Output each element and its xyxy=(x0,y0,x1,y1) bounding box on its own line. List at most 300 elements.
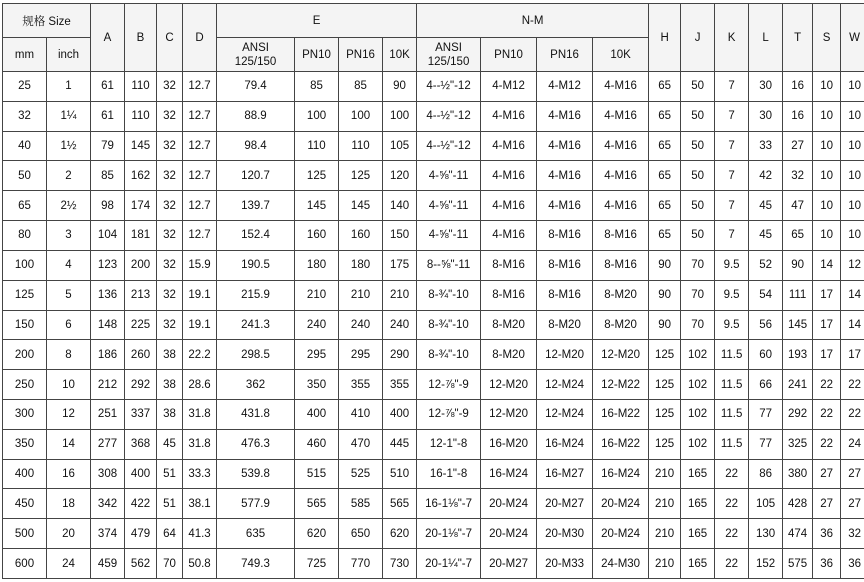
table-cell: 120.7 xyxy=(217,161,295,191)
table-cell: 240 xyxy=(383,310,417,340)
table-cell: 190.5 xyxy=(217,250,295,280)
table-cell: 215.9 xyxy=(217,280,295,310)
e-10k-header: 10K xyxy=(383,38,417,72)
table-cell: 4-M16 xyxy=(593,131,649,161)
table-cell: 4-M16 xyxy=(593,101,649,131)
table-cell: 2 xyxy=(47,161,91,191)
table-cell: 65 xyxy=(649,101,681,131)
table-cell: 20-M33 xyxy=(537,549,593,579)
table-cell: 90 xyxy=(649,250,681,280)
table-cell: 50 xyxy=(681,101,715,131)
table-cell: 400 xyxy=(295,399,339,429)
table-cell: 20-M27 xyxy=(537,489,593,519)
table-cell: 200 xyxy=(125,250,157,280)
table-cell: 4-M16 xyxy=(481,191,537,221)
col-e-header: E xyxy=(217,4,417,38)
table-cell: 100 xyxy=(3,250,47,280)
table-cell: 7 xyxy=(715,131,749,161)
table-row xyxy=(3,549,864,579)
table-cell: 30 xyxy=(749,72,783,102)
table-cell: 120 xyxy=(383,161,417,191)
table-cell: 65 xyxy=(3,191,47,221)
table-cell: 7 xyxy=(715,101,749,131)
table-cell: 4-M16 xyxy=(481,221,537,251)
table-cell: 20-M24 xyxy=(481,519,537,549)
table-cell: 308 xyxy=(91,459,125,489)
table-cell: 17 xyxy=(813,310,841,340)
table-cell: 32 xyxy=(157,280,183,310)
table-cell: 14 xyxy=(47,429,91,459)
table-cell: 102 xyxy=(681,340,715,370)
table-cell: 565 xyxy=(383,489,417,519)
table-cell: 12.7 xyxy=(183,72,217,102)
table-cell: 65 xyxy=(649,161,681,191)
table-cell: 22.2 xyxy=(183,340,217,370)
table-cell: 325 xyxy=(783,429,813,459)
table-cell: 8-M20 xyxy=(481,310,537,340)
table-cell: 620 xyxy=(295,519,339,549)
table-row xyxy=(3,459,864,489)
table-cell: 600 xyxy=(3,549,47,579)
table-cell: 27 xyxy=(813,459,841,489)
table-cell: 14 xyxy=(841,280,864,310)
table-cell: 28.6 xyxy=(183,370,217,400)
ansi-class-label: 125/150 xyxy=(427,55,470,68)
table-cell: 16-M24 xyxy=(593,459,649,489)
table-cell: 56 xyxy=(749,310,783,340)
table-cell: 9.5 xyxy=(715,280,749,310)
table-cell: 175 xyxy=(383,250,417,280)
table-cell: 8-M16 xyxy=(593,221,649,251)
table-cell: 479 xyxy=(125,519,157,549)
table-cell: 4-M12 xyxy=(481,72,537,102)
nm-pn10-header: PN10 xyxy=(481,38,537,72)
table-cell: 31.8 xyxy=(183,399,217,429)
nm-pn16-header: PN16 xyxy=(537,38,593,72)
table-cell: 125 xyxy=(649,429,681,459)
table-cell: 50 xyxy=(681,131,715,161)
table-cell: 136 xyxy=(91,280,125,310)
table-row xyxy=(3,489,864,519)
table-cell: 85 xyxy=(295,72,339,102)
table-cell: 36 xyxy=(841,549,864,579)
table-cell: 12-⅞"-9 xyxy=(417,370,481,400)
table-cell: 40 xyxy=(3,131,47,161)
table-cell: 400 xyxy=(125,459,157,489)
table-cell: 4--½"-12 xyxy=(417,72,481,102)
table-cell: 12 xyxy=(841,250,864,280)
table-cell: 32 xyxy=(3,101,47,131)
col-nm-header: N-M xyxy=(417,4,649,38)
table-cell: 10 xyxy=(841,101,864,131)
table-cell: 12.7 xyxy=(183,161,217,191)
table-cell: 152.4 xyxy=(217,221,295,251)
table-cell: 210 xyxy=(383,280,417,310)
table-cell: 4-⅝"-11 xyxy=(417,191,481,221)
table-cell: 24 xyxy=(841,429,864,459)
table-cell: 8-M16 xyxy=(593,250,649,280)
table-cell: 125 xyxy=(649,399,681,429)
table-cell: 27 xyxy=(783,131,813,161)
table-cell: 620 xyxy=(383,519,417,549)
table-cell: 77 xyxy=(749,429,783,459)
table-cell: 450 xyxy=(3,489,47,519)
table-cell: 10 xyxy=(47,370,91,400)
table-cell: 90 xyxy=(783,250,813,280)
table-cell: 79.4 xyxy=(217,72,295,102)
table-cell: 460 xyxy=(295,429,339,459)
table-cell: 100 xyxy=(339,101,383,131)
table-cell: 17 xyxy=(813,280,841,310)
table-cell: 12.7 xyxy=(183,221,217,251)
e-pn16-header: PN16 xyxy=(339,38,383,72)
table-cell: 8-¾"-10 xyxy=(417,310,481,340)
table-cell: 470 xyxy=(339,429,383,459)
table-cell: 212 xyxy=(91,370,125,400)
table-cell: 8-¾"-10 xyxy=(417,280,481,310)
table-cell: 10 xyxy=(841,191,864,221)
col-l-header: L xyxy=(749,4,783,72)
table-cell: 50 xyxy=(3,161,47,191)
table-cell: 52 xyxy=(749,250,783,280)
table-row xyxy=(3,191,864,221)
table-cell: 50 xyxy=(681,221,715,251)
table-row xyxy=(3,370,864,400)
table-cell: 725 xyxy=(295,549,339,579)
table-cell: 125 xyxy=(339,161,383,191)
table-cell: 4--½"-12 xyxy=(417,101,481,131)
table-cell: 6 xyxy=(47,310,91,340)
table-cell: 12-⅞"-9 xyxy=(417,399,481,429)
table-cell: 193 xyxy=(783,340,813,370)
table-cell: 17 xyxy=(841,340,864,370)
table-cell: 174 xyxy=(125,191,157,221)
table-cell: 241 xyxy=(783,370,813,400)
table-cell: 251 xyxy=(91,399,125,429)
table-cell: 4 xyxy=(47,250,91,280)
table-cell: 16-M24 xyxy=(537,429,593,459)
table-cell: 380 xyxy=(783,459,813,489)
table-cell: 8-M16 xyxy=(481,280,537,310)
table-cell: 150 xyxy=(3,310,47,340)
table-row xyxy=(3,101,864,131)
table-cell: 160 xyxy=(339,221,383,251)
table-cell: 22 xyxy=(841,399,864,429)
table-cell: 24-M30 xyxy=(593,549,649,579)
table-cell: 12-M24 xyxy=(537,399,593,429)
table-cell: 16-1"-8 xyxy=(417,459,481,489)
table-cell: 368 xyxy=(125,429,157,459)
table-row xyxy=(3,250,864,280)
table-cell: 10 xyxy=(813,72,841,102)
table-cell: 292 xyxy=(125,370,157,400)
table-cell: 123 xyxy=(91,250,125,280)
table-row xyxy=(3,161,864,191)
table-cell: 10 xyxy=(813,221,841,251)
table-cell: 20-M30 xyxy=(537,519,593,549)
table-cell: 20-1¼"-7 xyxy=(417,549,481,579)
table-cell: 8-M16 xyxy=(537,221,593,251)
table-cell: 130 xyxy=(749,519,783,549)
table-cell: 30 xyxy=(749,101,783,131)
table-cell: 25 xyxy=(3,72,47,102)
table-cell: 240 xyxy=(339,310,383,340)
table-cell: 20-M27 xyxy=(481,549,537,579)
table-cell: 125 xyxy=(295,161,339,191)
table-cell: 32 xyxy=(783,161,813,191)
table-cell: 162 xyxy=(125,161,157,191)
table-cell: 4-⅝"-11 xyxy=(417,221,481,251)
table-cell: 90 xyxy=(383,72,417,102)
table-cell: 145 xyxy=(339,191,383,221)
table-cell: 225 xyxy=(125,310,157,340)
table-cell: 3 xyxy=(47,221,91,251)
table-cell: 16-M20 xyxy=(481,429,537,459)
table-cell: 250 xyxy=(3,370,47,400)
table-cell: 730 xyxy=(383,549,417,579)
table-cell: 18 xyxy=(47,489,91,519)
table-cell: 27 xyxy=(813,489,841,519)
table-cell: 139.7 xyxy=(217,191,295,221)
table-cell: 20 xyxy=(47,519,91,549)
table-cell: 165 xyxy=(681,459,715,489)
table-cell: 431.8 xyxy=(217,399,295,429)
table-cell: 33.3 xyxy=(183,459,217,489)
table-cell: 400 xyxy=(383,399,417,429)
table-cell: 70 xyxy=(681,280,715,310)
table-cell: 79 xyxy=(91,131,125,161)
table-cell: 5 xyxy=(47,280,91,310)
table-cell: 500 xyxy=(3,519,47,549)
table-cell: 105 xyxy=(383,131,417,161)
table-cell: 8-M16 xyxy=(537,250,593,280)
table-cell: 350 xyxy=(295,370,339,400)
table-cell: 1¼ xyxy=(47,101,91,131)
table-cell: 102 xyxy=(681,370,715,400)
table-cell: 565 xyxy=(295,489,339,519)
table-cell: 210 xyxy=(295,280,339,310)
table-row xyxy=(3,519,864,549)
ansi-label: ANSI xyxy=(435,41,462,54)
table-cell: 410 xyxy=(339,399,383,429)
table-cell: 428 xyxy=(783,489,813,519)
col-s-header: S xyxy=(813,4,841,72)
table-cell: 100 xyxy=(383,101,417,131)
table-cell: 45 xyxy=(157,429,183,459)
table-cell: 150 xyxy=(383,221,417,251)
table-cell: 4-M16 xyxy=(537,131,593,161)
table-cell: 422 xyxy=(125,489,157,519)
table-cell: 36 xyxy=(813,549,841,579)
table-cell: 4-M16 xyxy=(537,191,593,221)
table-cell: 22 xyxy=(715,519,749,549)
table-cell: 562 xyxy=(125,549,157,579)
table-cell: 41.3 xyxy=(183,519,217,549)
table-cell: 16-M27 xyxy=(537,459,593,489)
table-cell: 4-M16 xyxy=(481,161,537,191)
table-cell: 11.5 xyxy=(715,370,749,400)
table-cell: 32 xyxy=(157,221,183,251)
table-cell: 27 xyxy=(841,459,864,489)
table-cell: 585 xyxy=(339,489,383,519)
table-cell: 210 xyxy=(649,519,681,549)
table-cell: 16 xyxy=(783,72,813,102)
table-cell: 110 xyxy=(125,72,157,102)
table-cell: 7 xyxy=(715,72,749,102)
table-cell: 374 xyxy=(91,519,125,549)
table-cell: 8-M20 xyxy=(481,340,537,370)
table-cell: 160 xyxy=(295,221,339,251)
nm-ansi-header xyxy=(417,38,481,72)
table-cell: 337 xyxy=(125,399,157,429)
table-cell: 295 xyxy=(339,340,383,370)
table-cell: 86 xyxy=(749,459,783,489)
table-cell: 9.5 xyxy=(715,250,749,280)
table-cell: 125 xyxy=(649,370,681,400)
table-cell: 70 xyxy=(157,549,183,579)
table-cell: 8-M20 xyxy=(593,310,649,340)
table-cell: 4-M16 xyxy=(593,161,649,191)
mm-header: mm xyxy=(3,38,47,72)
table-cell: 210 xyxy=(649,489,681,519)
table-row xyxy=(3,221,864,251)
table-cell: 22 xyxy=(813,429,841,459)
table-cell: 277 xyxy=(91,429,125,459)
table-cell: 102 xyxy=(681,429,715,459)
table-cell: 65 xyxy=(783,221,813,251)
table-cell: 50.8 xyxy=(183,549,217,579)
table-cell: 90 xyxy=(649,310,681,340)
table-cell: 476.3 xyxy=(217,429,295,459)
table-cell: 140 xyxy=(383,191,417,221)
table-cell: 445 xyxy=(383,429,417,459)
table-cell: 165 xyxy=(681,489,715,519)
table-cell: 61 xyxy=(91,72,125,102)
table-cell: 104 xyxy=(91,221,125,251)
table-cell: 650 xyxy=(339,519,383,549)
table-cell: 32 xyxy=(157,191,183,221)
table-cell: 12 xyxy=(47,399,91,429)
table-cell: 19.1 xyxy=(183,310,217,340)
table-cell: 65 xyxy=(649,191,681,221)
table-cell: 36 xyxy=(813,519,841,549)
table-cell: 38 xyxy=(157,370,183,400)
table-cell: 10 xyxy=(813,101,841,131)
table-cell: 15.9 xyxy=(183,250,217,280)
table-cell: 20-M24 xyxy=(593,519,649,549)
table-cell: 145 xyxy=(125,131,157,161)
table-cell: 32 xyxy=(157,310,183,340)
table-cell: 8-M20 xyxy=(537,310,593,340)
table-cell: 4-M12 xyxy=(537,72,593,102)
table-row xyxy=(3,399,864,429)
table-cell: 16 xyxy=(47,459,91,489)
col-w-header: W xyxy=(841,4,864,72)
table-cell: 8-M16 xyxy=(481,250,537,280)
table-cell: 200 xyxy=(3,340,47,370)
table-cell: 12.7 xyxy=(183,101,217,131)
table-cell: 54 xyxy=(749,280,783,310)
table-cell: 145 xyxy=(783,310,813,340)
table-cell: 22 xyxy=(841,370,864,400)
table-cell: 4-⅝"-11 xyxy=(417,161,481,191)
table-cell: 16-M22 xyxy=(593,399,649,429)
table-cell: 50 xyxy=(681,161,715,191)
ansi-label: ANSI xyxy=(242,41,269,54)
table-cell: 14 xyxy=(841,310,864,340)
table-cell: 186 xyxy=(91,340,125,370)
table-cell: 22 xyxy=(813,370,841,400)
table-cell: 20-1⅛"-7 xyxy=(417,519,481,549)
table-cell: 539.8 xyxy=(217,459,295,489)
table-cell: 1 xyxy=(47,72,91,102)
table-cell: 16-1⅛"-7 xyxy=(417,489,481,519)
table-cell: 65 xyxy=(649,131,681,161)
nm-10k-header: 10K xyxy=(593,38,649,72)
table-cell: 60 xyxy=(749,340,783,370)
table-cell: 45 xyxy=(749,191,783,221)
col-t-header: T xyxy=(783,4,813,72)
flange-dimension-table xyxy=(2,3,864,579)
table-cell: 4-M16 xyxy=(593,191,649,221)
col-c-header: C xyxy=(157,4,183,72)
table-cell: 213 xyxy=(125,280,157,310)
inch-header: inch xyxy=(47,38,91,72)
table-row xyxy=(3,131,864,161)
table-cell: 362 xyxy=(217,370,295,400)
table-cell: 7 xyxy=(715,221,749,251)
table-cell: 50 xyxy=(681,191,715,221)
table-cell: 4-M16 xyxy=(537,101,593,131)
table-cell: 70 xyxy=(681,250,715,280)
col-a-header: A xyxy=(91,4,125,72)
table-cell: 61 xyxy=(91,101,125,131)
table-cell: 77 xyxy=(749,399,783,429)
table-row xyxy=(3,72,864,102)
table-cell: 110 xyxy=(295,131,339,161)
table-cell: 16-M22 xyxy=(593,429,649,459)
table-cell: 180 xyxy=(339,250,383,280)
table-cell: 181 xyxy=(125,221,157,251)
table-cell: 80 xyxy=(3,221,47,251)
e-pn10-header: PN10 xyxy=(295,38,339,72)
table-cell: 32 xyxy=(157,250,183,280)
table-cell: 350 xyxy=(3,429,47,459)
ansi-class-label: 125/150 xyxy=(234,55,277,68)
table-cell: 32 xyxy=(157,161,183,191)
table-cell: 98.4 xyxy=(217,131,295,161)
table-cell: 8-¾"-10 xyxy=(417,340,481,370)
table-cell: 50 xyxy=(681,72,715,102)
table-cell: 12-M20 xyxy=(593,340,649,370)
table-cell: 10 xyxy=(841,72,864,102)
table-cell: 7 xyxy=(715,191,749,221)
table-cell: 145 xyxy=(295,191,339,221)
table-cell: 45 xyxy=(749,221,783,251)
table-cell: 110 xyxy=(339,131,383,161)
table-cell: 12-M20 xyxy=(537,340,593,370)
table-cell: 22 xyxy=(715,459,749,489)
col-j-header: J xyxy=(681,4,715,72)
table-cell: 10 xyxy=(813,131,841,161)
table-body xyxy=(3,72,864,579)
table-cell: 8-M20 xyxy=(593,280,649,310)
table-cell: 4-M16 xyxy=(481,101,537,131)
table-cell: 241.3 xyxy=(217,310,295,340)
table-cell: 88.9 xyxy=(217,101,295,131)
table-cell: 11.5 xyxy=(715,399,749,429)
table-cell: 240 xyxy=(295,310,339,340)
